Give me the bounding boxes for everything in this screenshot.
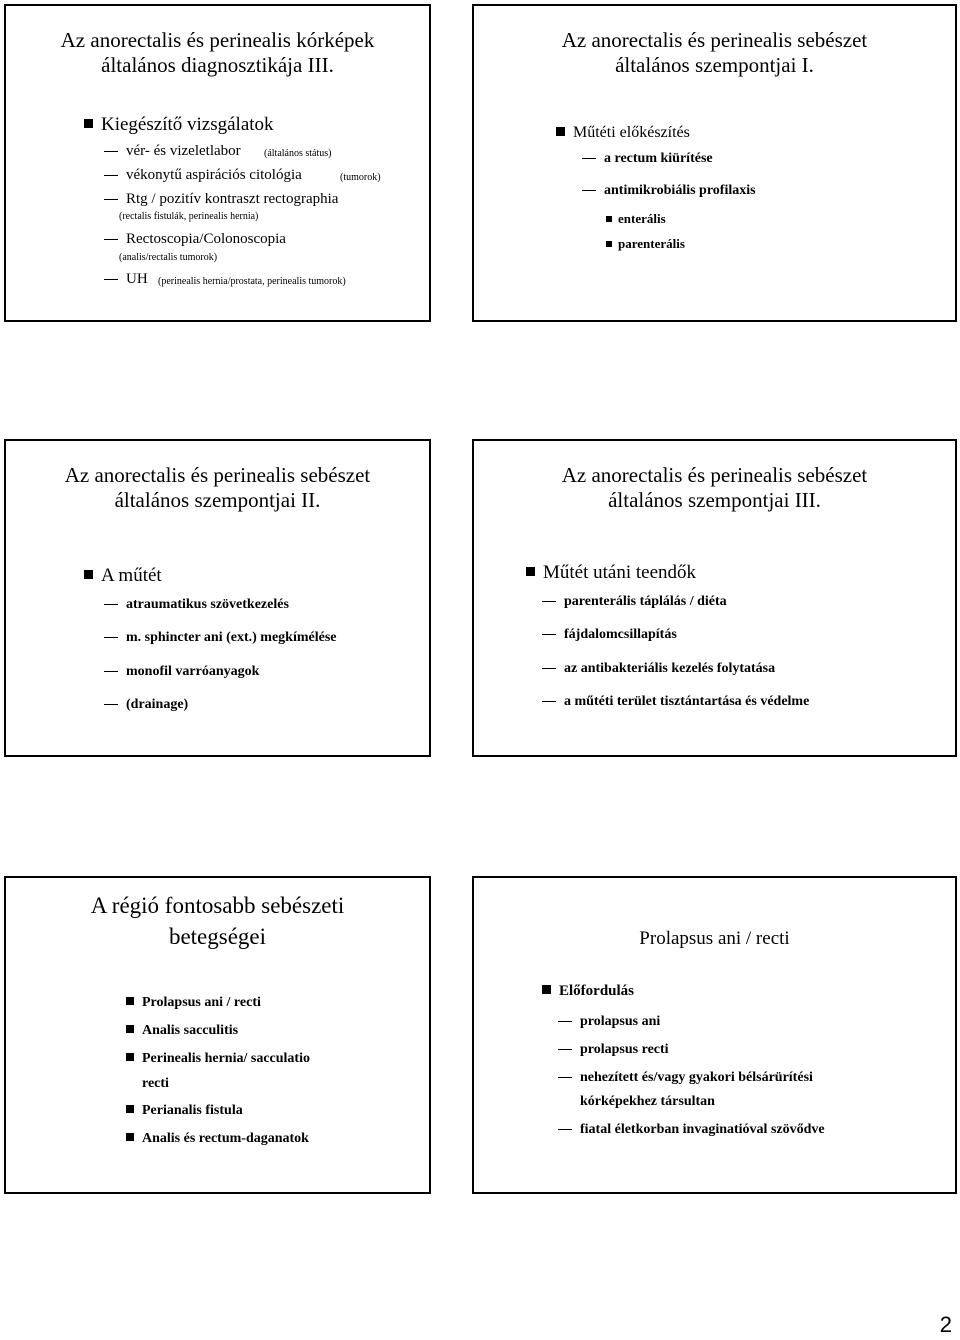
item [558,1070,813,1086]
item-label: fájdalomcsillapítás [564,627,677,642]
item [104,271,148,288]
bullet [126,1103,243,1119]
square-bullet-icon [84,570,93,579]
item [558,1122,825,1138]
slide-6 [472,876,957,1194]
square-bullet-icon [542,985,551,994]
dash-icon [542,634,556,635]
bullet-label: Műtéti előkészítés [573,124,690,141]
note: (általános státus) [264,148,332,159]
slide-title [6,890,429,952]
square-bullet-icon [126,997,134,1005]
slide-2 [472,4,957,322]
item [104,191,338,208]
item-label: kórképekhez társultan [580,1094,715,1109]
slide-5 [4,876,431,1194]
item-label: UH [126,271,148,287]
bullet-label: Perinealis hernia/ sacculatio [142,1051,310,1066]
bullet [126,995,261,1011]
dash-icon [558,1049,572,1050]
dash-icon [104,704,118,705]
title-line-2: általános szempontjai I. [615,53,814,77]
bullet-label: Perianalis fistula [142,1103,243,1118]
bullet-label: Analis és rectum-daganatok [142,1131,309,1146]
title-line-1: Az anorectalis és perinealis sebészet [561,28,868,52]
item-label: prolapsus ani [580,1014,661,1029]
item-label: Rectoscopia/Colonoscopia [126,231,286,247]
subitem-label: parenterális [618,236,685,251]
title-line-1: A régió fontosabb sebészeti [90,893,345,918]
slide-3 [4,439,431,757]
bullet [526,562,696,584]
square-bullet-icon [126,1105,134,1113]
item-label: parenterális táplálás / diéta [564,594,727,609]
item [104,231,286,248]
title-line-1: Az anorectalis és perinealis sebészet [64,463,371,487]
bullet [126,1023,238,1039]
bullet [556,124,690,142]
slide-1 [4,4,431,322]
dash-icon [104,604,118,605]
dash-icon [104,199,118,200]
square-bullet-icon [606,216,612,222]
item-label: prolapsus recti [580,1042,669,1057]
item-label: monofil varróanyagok [126,664,260,679]
square-bullet-icon [606,241,612,247]
subitem-label: enterális [618,211,666,226]
note: (perinealis hernia/prostata, perinealis tumorok) [158,276,346,287]
dash-icon [582,158,596,159]
note: (rectalis fistulák, perinealis hernia) [119,211,259,222]
dash-icon [542,701,556,702]
item-label: atraumatikus szövetkezelés [126,597,289,612]
item [104,143,241,160]
title-line-1: Az anorectalis és perinealis sebészet [561,463,868,487]
title-line-2: általános szempontjai III. [608,488,821,512]
square-bullet-icon [556,127,565,136]
dash-icon [558,1129,572,1130]
page-number: 2 [939,1312,952,1337]
dash-icon [104,151,118,152]
bullet-label: Műtét utáni teendők [543,562,697,583]
square-bullet-icon [126,1053,134,1061]
title-line-1: Prolapsus ani / recti [639,928,790,949]
slide-title [474,28,955,78]
item [558,1014,660,1030]
item-label: a rectum kiürítése [604,151,713,166]
dash-icon [104,671,118,672]
item [582,183,756,199]
item [104,697,188,713]
item-label: az antibakteriális kezelés folytatása [564,661,776,676]
slide-title [474,926,955,951]
bullet-continuation [142,1076,169,1092]
item [582,151,713,167]
square-bullet-icon [526,567,535,576]
title-line-2: általános diagnosztikája III. [101,53,334,77]
item [104,167,302,184]
item-label: Rtg / pozitív kontraszt rectographia [126,191,339,207]
item [542,694,809,710]
slide-4 [472,439,957,757]
item [542,594,727,610]
slide-title [6,28,429,78]
title-line-2: általános szempontjai II. [114,488,321,512]
dash-icon [542,601,556,602]
bullet-label: Analis sacculitis [142,1023,239,1038]
square-bullet-icon [126,1025,134,1033]
item-label: (drainage) [126,697,189,712]
note: (tumorok) [340,172,381,183]
item [542,661,775,677]
bullet [126,1051,310,1067]
bullet [542,983,634,1000]
dash-icon [104,239,118,240]
bullet-label: Előfordulás [559,983,635,999]
bullet-label: Prolapsus ani / recti [142,995,261,1010]
item-label: fiatal életkorban invaginatióval szövődve [580,1122,825,1137]
square-bullet-icon [84,119,93,128]
square-bullet-icon [126,1133,134,1141]
item-label: nehezített és/vagy gyakori bélsárürítési [580,1070,813,1085]
item [104,597,289,613]
subitem [606,211,666,227]
bullet-label: Kiegészítő vizsgálatok [101,114,274,135]
item-label: m. sphincter ani (ext.) megkímélése [126,630,337,645]
subitem [606,236,685,252]
item-label: a műtéti terület tisztántartása és védelme [564,694,810,709]
bullet-label: A műtét [101,565,162,586]
bullet [84,114,274,136]
item [542,627,677,643]
bullet-label: recti [142,1076,169,1091]
dash-icon [104,637,118,638]
bullet [84,565,162,587]
dash-icon [104,279,118,280]
item-label: vér- és vizeletlabor [126,143,241,159]
dash-icon [542,668,556,669]
item-label: antimikrobiális profilaxis [604,183,756,198]
item [558,1042,669,1058]
dash-icon [558,1021,572,1022]
item-continuation [580,1094,715,1110]
item-label: vékonytű aspirációs citológia [126,167,302,183]
slide-title [474,463,955,513]
title-line-2: betegségei [168,924,267,949]
dash-icon [558,1077,572,1078]
title-line-1: Az anorectalis és perinealis kórképek [60,28,375,52]
dash-icon [104,175,118,176]
slide-title [6,463,429,513]
bullet [126,1131,309,1147]
item [104,664,259,680]
note: (analis/rectalis tumorok) [119,252,218,263]
item [104,630,336,646]
dash-icon [582,190,596,191]
